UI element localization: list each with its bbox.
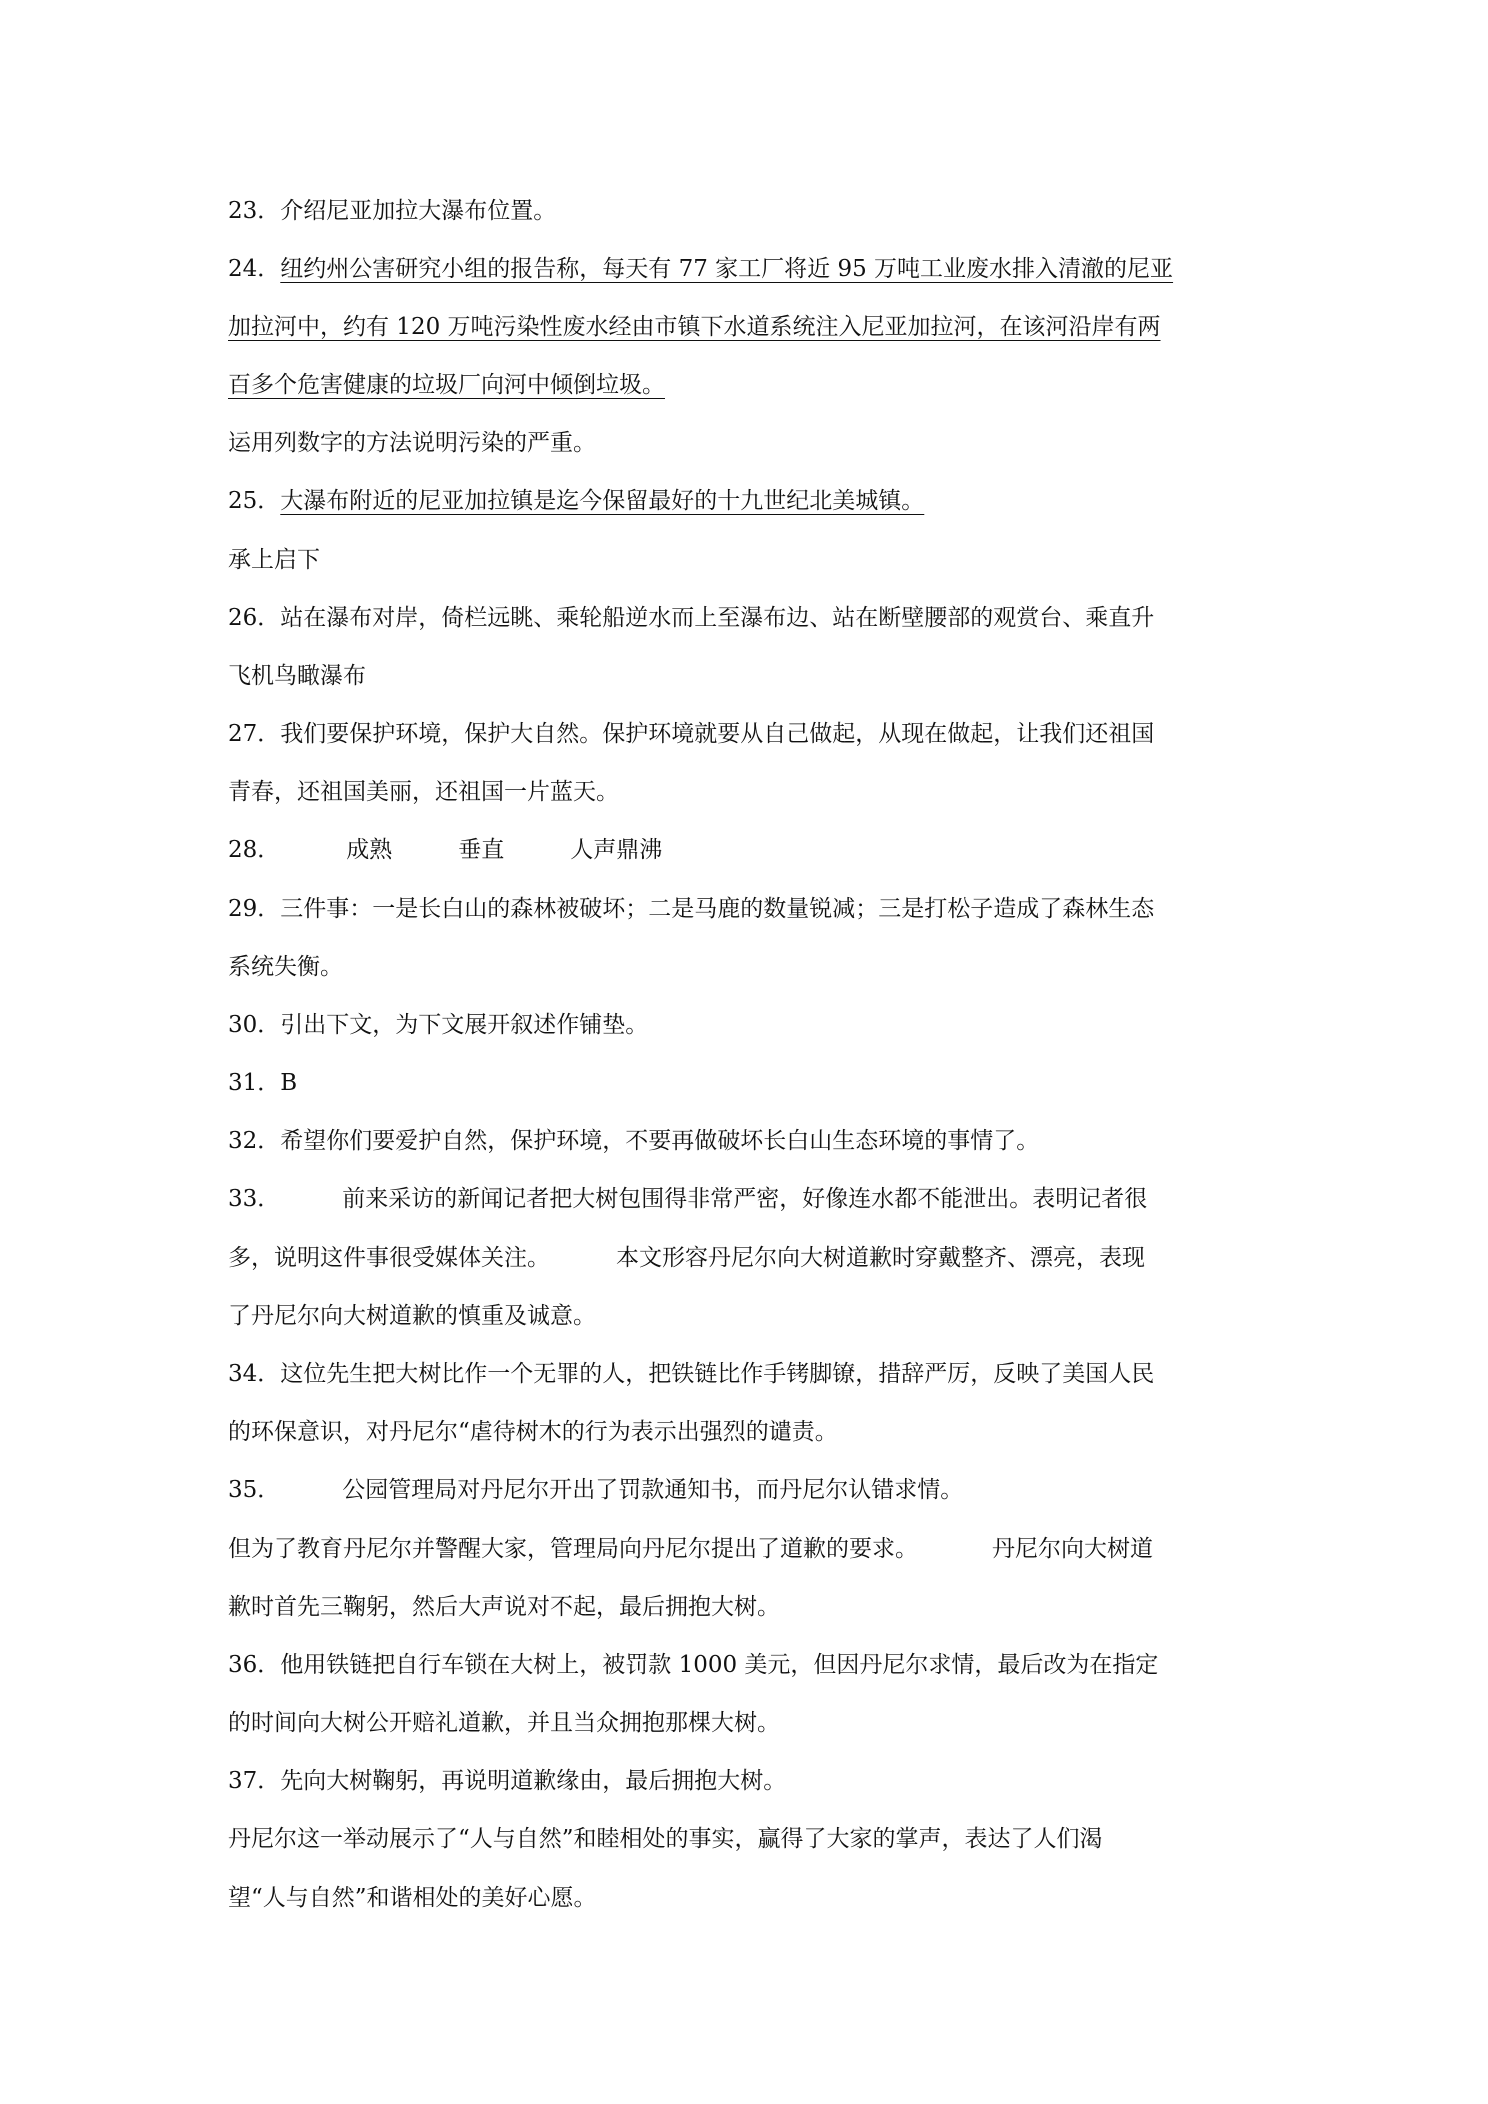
q24-underlined-text-1: 纽约州公害研究小组的报告称，每天有 77 家工厂将近 95 万吨工业废水排入清澈的尼亚: [280, 256, 1174, 282]
q25-number: 25．: [228, 488, 281, 514]
q24-number: 24．: [228, 256, 281, 282]
q35-line-2: [228, 1534, 1153, 1564]
q35-line-1: [228, 1475, 963, 1505]
q35-line-3: 歉时首先三鞠躬，然后大声说对不起，最后拥抱大树。: [228, 1594, 780, 1620]
q35-text-2a: 但为了教育丹尼尔并警醒大家，管理局向丹尼尔提出了道歉的要求。: [228, 1536, 918, 1562]
q33-line-3: 了丹尼尔向大树道歉的慎重及诚意。: [228, 1303, 596, 1329]
q34-line-2: 的环保意识，对丹尼尔“虐待树木的行为表示出强烈的谴责。: [228, 1419, 838, 1445]
q32-line: 32．希望你们要爱护自然，保护环境，不要再做破坏长白山生态环境的事情了。: [228, 1128, 1040, 1154]
q26-line-2: 飞机鸟瞰瀑布: [228, 663, 366, 689]
q35-text-2b: 丹尼尔向大树道: [992, 1536, 1153, 1562]
q33-line-1: [228, 1184, 1147, 1214]
q24-line-1: [228, 254, 1173, 284]
q35-text-1: 公园管理局对丹尼尔开出了罚款通知书，而丹尼尔认错求情。: [342, 1477, 964, 1503]
q33-number: 33．: [228, 1186, 281, 1212]
q37-line-1: 37．先向大树鞠躬，再说明道歉缘由，最后拥抱大树。: [228, 1768, 787, 1794]
q24-answer: 运用列数字的方法说明污染的严重。: [228, 430, 596, 456]
q25-answer: 承上启下: [228, 547, 320, 573]
q27-line-2: 青春，还祖国美丽，还祖国一片蓝天。: [228, 779, 619, 805]
q36-line-2: 的时间向大树公开赔礼道歉，并且当众拥抱那棵大树。: [228, 1710, 780, 1736]
q24-line-3: 百多个危害健康的垃圾厂向河中倾倒垃圾。: [228, 372, 665, 398]
q27-line-1: 27．我们要保护环境，保护大自然。保护环境就要从自己做起，从现在做起，让我们还祖国: [228, 721, 1155, 747]
q28-word-3: 人声鼎沸: [570, 837, 663, 863]
q24-line-2: 加拉河中，约有 120 万吨污染性废水经由市镇下水道系统注入尼亚加拉河，在该河沿岸有两: [228, 314, 1161, 340]
q35-number: 35．: [228, 1477, 281, 1503]
q33-line-2: [228, 1243, 1145, 1273]
q37-line-2: 丹尼尔这一举动展示了“人与自然”和睦相处的事实，赢得了大家的掌声，表达了人们渴: [228, 1826, 1103, 1852]
q29-line-2: 系统失衡。: [228, 954, 343, 980]
q28-line: [228, 835, 662, 865]
q26-line-1: 26．站在瀑布对岸，倚栏远眺、乘轮船逆水而上至瀑布边、站在断壁腰部的观赏台、乘直升: [228, 605, 1155, 631]
q34-line-1: 34．这位先生把大树比作一个无罪的人，把铁链比作手铐脚镣，措辞严厉，反映了美国人民: [228, 1361, 1155, 1387]
q31-line: 31．B: [228, 1070, 298, 1096]
q33-text-2b: 本文形容丹尼尔向大树道歉时穿戴整齐、漂亮，表现: [616, 1245, 1145, 1271]
q36-line-1: 36．他用铁链把自行车锁在大树上，被罚款 1000 美元，但因丹尼尔求情，最后改为在指定: [228, 1652, 1159, 1678]
q28-number: 28．: [228, 837, 281, 863]
q25-line-1: [228, 486, 924, 516]
q28-word-1: 成熟: [346, 837, 393, 863]
q37-line-3: 望“人与自然”和谐相处的美好心愿。: [228, 1885, 597, 1911]
q28-word-2: 垂直: [458, 837, 505, 863]
q29-line-1: 29．三件事：一是长白山的森林被破坏；二是马鹿的数量锐减；三是打松子造成了森林生态: [228, 896, 1155, 922]
q30-line: 30．引出下文，为下文展开叙述作铺垫。: [228, 1012, 649, 1038]
q33-text-2a: 多，说明这件事很受媒体关注。: [228, 1245, 550, 1271]
q33-text-1: 前来采访的新闻记者把大树包围得非常严密，好像连水都不能泄出。表明记者很: [342, 1186, 1148, 1212]
q25-underlined-text: 大瀑布附近的尼亚加拉镇是迄今保留最好的十九世纪北美城镇。: [280, 488, 925, 514]
q23-line: 23．介绍尼亚加拉大瀑布位置。: [228, 198, 557, 224]
